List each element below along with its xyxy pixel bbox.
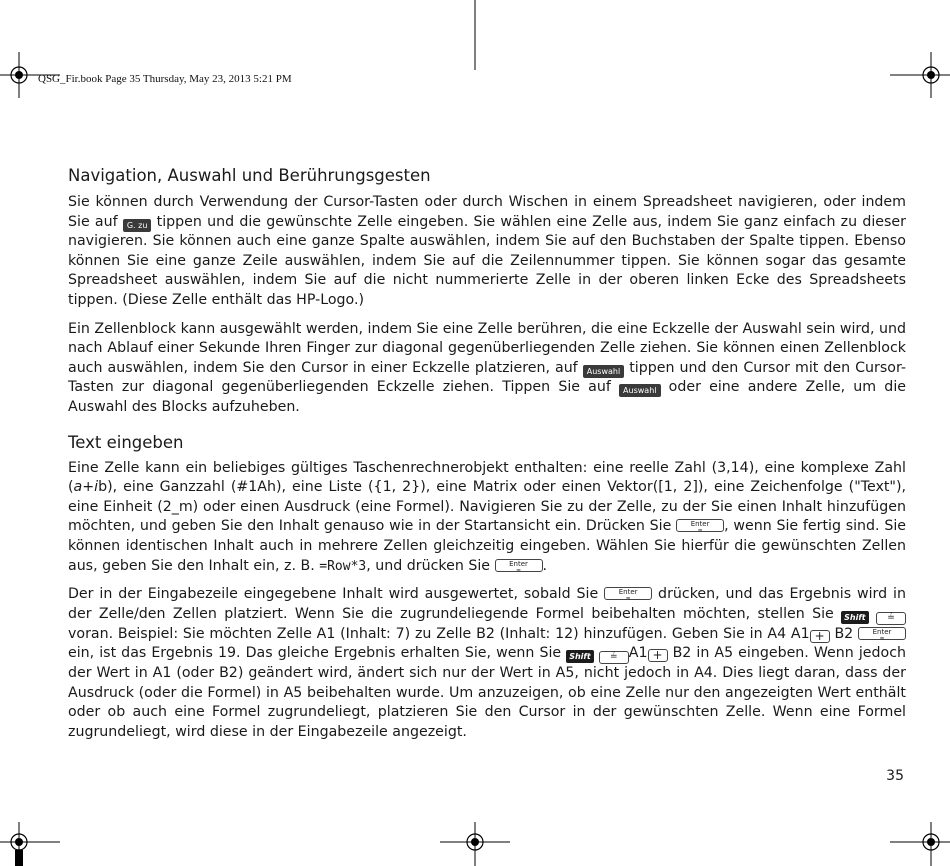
enter-key-icon: Enter ≈ bbox=[495, 559, 543, 572]
page-content bbox=[68, 166, 906, 743]
registration-mark-bottom-left bbox=[0, 822, 60, 866]
registration-mark-top-right bbox=[890, 52, 950, 98]
registration-mark-bottom-center bbox=[440, 822, 510, 866]
paragraph-cell-content: Eine Zelle kann ein beliebiges gültiges Taschenrechnerobjekt enthalten: eine reelle Zahl (3,14), eine komplexe Zahl (a+ib), eine Ganzzahl (#1Ah), eine Liste ({1, 2}), eine Matrix oder einen Vektor([1, 2]), eine Zeichenfolge ("Text"), eine Einheit (2_m) oder einen Ausdruck (eine Formel). Navigieren Sie zu der Zelle, zu der Sie einen Inhalt hinzufügen möchten, und geben Sie den Inhalt genauso wie in der Startansicht ein. Drücken Sie Enter ≈ , wenn Sie fertig sind. Sie können identischen Inhalt auch in mehrere Zellen gleichzeitig eingeben. Wählen Sie hierfür die gewünschten Zellen aus, geben Sie den Inhalt ein, z. B. =Row*3, und drücken Sie Enter ≈ . bbox=[68, 459, 907, 574]
section-title-text-input: Text eingeben bbox=[68, 432, 184, 452]
shift-key-icon: Shift bbox=[841, 611, 869, 624]
page-number: 35 bbox=[886, 768, 904, 784]
paragraph-navigation: Sie können durch Verwendung der Cursor-Tasten oder durch Wischen in einem Spreadsheet navigieren, oder indem Sie auf G. zu tippen und die gewünschte Zelle eingeben. Sie wählen eine Zelle aus, indem Sie ganz einfach zu dieser navigieren. Sie können auch eine ganze Spalte auswählen, indem Sie auf den Buchstaben der Spalte tippen. Ebenso können Sie eine ganze Zeile auswählen, indem Sie auf die Zeilennummer tippen. Sie können sogar das gesamte Spreadsheet auswählen, indem Sie auf die nicht nummerierte Zelle in der oberen linken Ecke des Spreadsheets tippen. (Diese Zelle enthält das HP-Logo.) bbox=[68, 194, 906, 308]
enter-key-icon: Enter ≈ bbox=[676, 519, 724, 532]
print-header: QSG_Fir.book Page 35 Thursday, May 23, 2013 5:21 PM bbox=[38, 73, 292, 85]
select-key-icon: Auswahl bbox=[583, 365, 624, 378]
paragraph-cell-block: Ein Zellenblock kann ausgewählt werden, indem Sie eine Zelle berühren, die eine Eckzelle der Auswahl sein wird, und nach Ablauf einer Sekunde Ihren Finger zur diagonal gegenüberliegenden Zelle ziehen. Sie können einen Zellenblock auch auswählen, indem Sie den Cursor in einer Eckzelle platzieren, auf Auswahl tippen und den Cursor mit den Cursor-Tasten zur diagonal gegenüberliegenden Eckzelle ziehen. Tippen Sie auf Auswahl oder eine andere Zelle, um die Auswahl des Blocks aufzuheben. bbox=[68, 320, 906, 415]
plus-key-icon: + bbox=[810, 630, 830, 643]
goto-key-icon: G. zu bbox=[123, 219, 152, 232]
approx-key-icon: ≟ bbox=[599, 651, 629, 664]
plus-key-icon: + bbox=[648, 649, 668, 662]
approx-key-icon: ≟ bbox=[876, 612, 906, 625]
registration-mark-bottom-right bbox=[890, 822, 950, 866]
code-example: =Row*3 bbox=[319, 558, 367, 574]
section-title-navigation: Navigation, Auswahl und Berührungsgesten bbox=[68, 166, 431, 185]
shift-key-icon: Shift bbox=[566, 650, 594, 663]
enter-key-icon: Enter ≈ bbox=[858, 627, 906, 640]
select-key-icon: Auswahl bbox=[619, 384, 660, 397]
enter-key-icon: Enter ≈ bbox=[604, 587, 652, 600]
registration-mark-top-center bbox=[450, 0, 500, 70]
paragraph-evaluation: Der in der Eingabezeile eingegebene Inhalt wird ausgewertet, sobald Sie Enter ≈ drücken, und das Ergebnis wird in der Zelle/den Zellen platziert. Wenn Sie die zugrundeliegende Formel beibehalten möchten, stellen Sie Shift ≟ voran. Beispiel: Sie möchten Zelle A1 (Inhalt: 7) zu Zelle B2 (Inhalt: 12) hinzufügen. Geben Sie in A4 A1 + B2 Enter ≈ ein, ist das Ergebnis 19. Das gleiche Ergebnis erhalten Sie, wenn Sie Shift ≟ A1 + B2 in A5 eingeben. Wenn jedoch der Wert in A1 (oder B2) geändert wird, ändert sich nur der Wert in A5, nicht jedoch in A4. Dies liegt daran, dass der Ausdruck (oder die Formel) in A5 beibehalten wurde. Um anzuzeigen, ob eine Zelle nur den angezeigten Wert enthält oder ob auch eine Formel zugrundeliegt, platzieren Sie den Cursor in der gewünschten Zelle. Wenn eine Formel zugrundeliegt, wird diese in der Eingabezeile angezeigt. bbox=[68, 586, 906, 741]
